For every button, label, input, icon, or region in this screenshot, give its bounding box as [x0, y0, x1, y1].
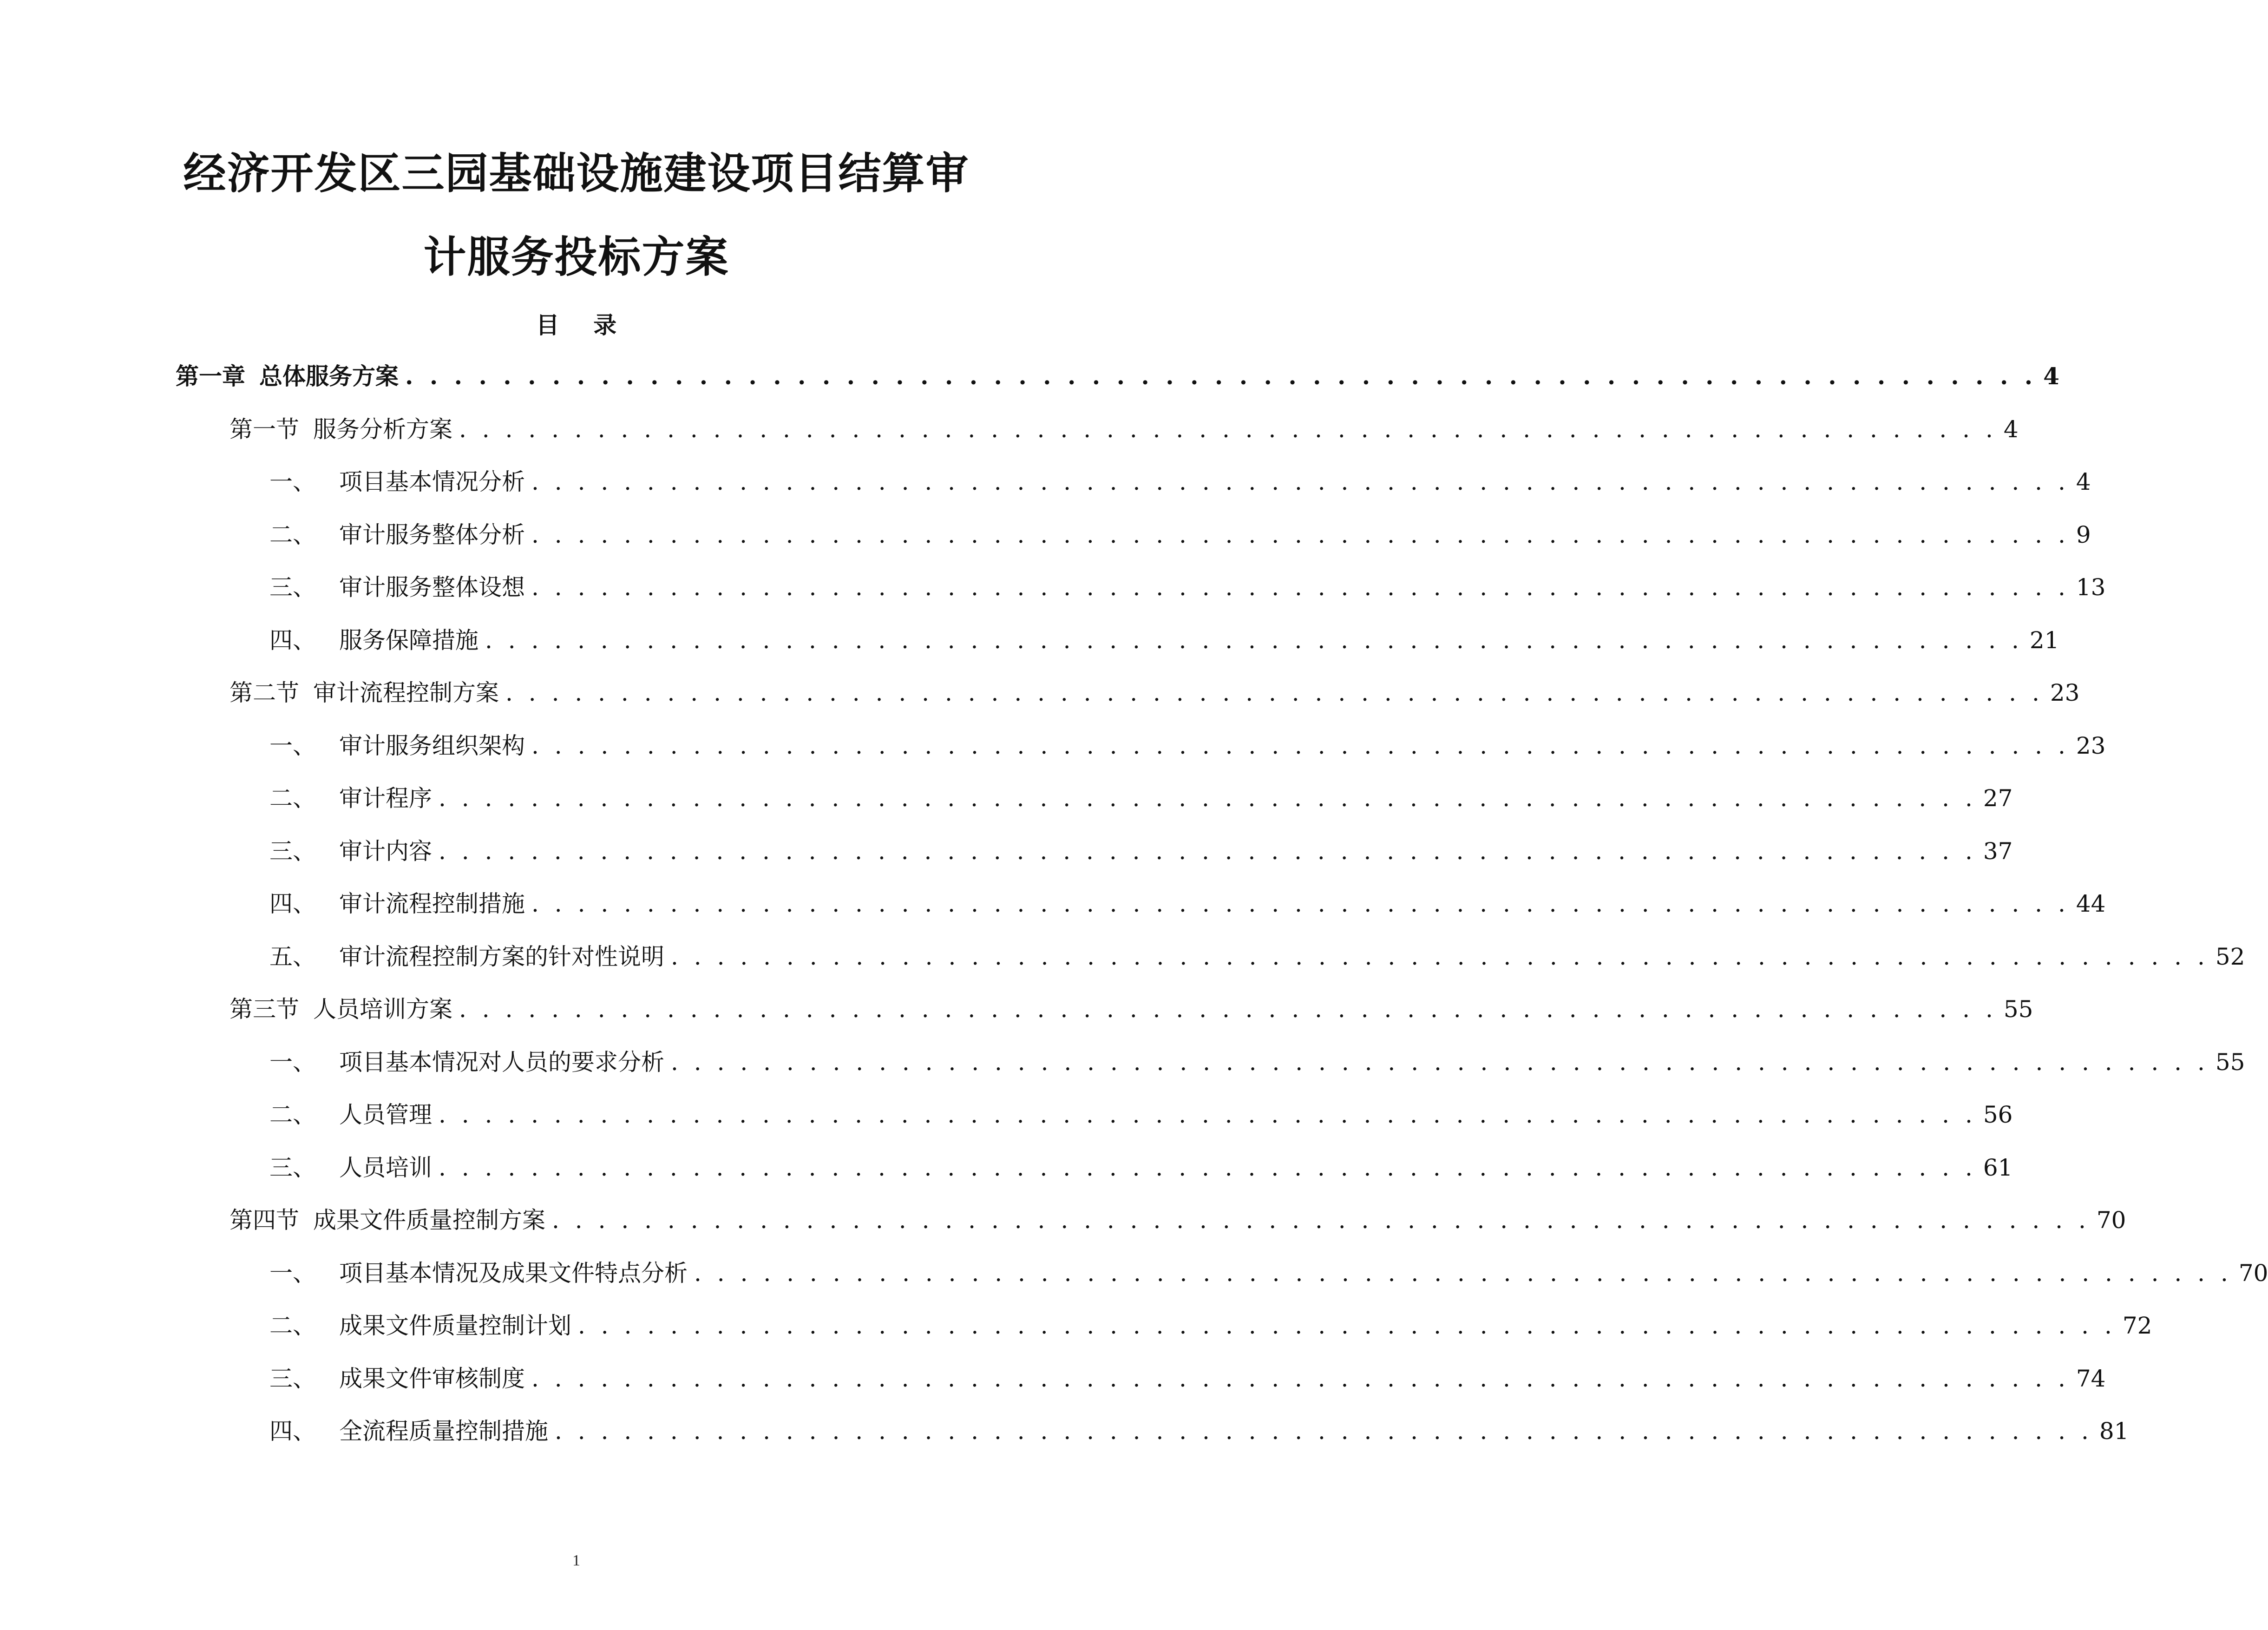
toc-entry-label: 项目基本情况对人员的要求分析 — [339, 1048, 664, 1076]
toc-entry-page: 55 — [2215, 1048, 2245, 1076]
toc-entry-page: 74 — [2076, 1365, 2106, 1392]
toc-entry[interactable] — [269, 1413, 2129, 1450]
toc-entry-number: 一、 — [269, 1048, 316, 1076]
toc-entry-number: 四、 — [269, 626, 316, 654]
toc-dot-leader: . . . . . . . . . . . . . . . . . . . . . . . . . . . . . . . . . . . . . . . . . . . . . . . . . . . . . . . . . . . . . . . . . . . — [578, 1312, 2116, 1339]
toc-entry[interactable] — [269, 569, 2106, 606]
toc-entry-label: 审计程序 — [339, 785, 432, 812]
toc-entry-label: 审计内容 — [339, 837, 432, 865]
toc-entry-page: 81 — [2099, 1418, 2129, 1445]
toc-entry-number: 一、 — [269, 1259, 316, 1287]
toc-entry[interactable] — [269, 1255, 2268, 1292]
toc-entry-number: 三、 — [269, 1154, 316, 1181]
toc-entry-page: 70 — [2238, 1259, 2268, 1287]
toc-dot-leader: . . . . . . . . . . . . . . . . . . . . . . . . . . . . . . . . . . . . . . . . . . . . . . . . . . . . . . . . . . . . . . . . . . . — [439, 1154, 1977, 1181]
toc-dot-leader: . . . . . . . . . . . . . . . . . . . . . . . . . . . . . . . . . . . . . . . . . . . . . . . . . . . . . . . . . . . . . . . . . . . — [531, 574, 2070, 601]
document-title-line-2: 计服务投标方案 — [423, 232, 729, 282]
toc-entry-number: 第二节 — [229, 679, 299, 706]
toc-entry[interactable] — [269, 1149, 2013, 1186]
toc-entry-number: 第四节 — [229, 1207, 299, 1234]
toc-entry-number: 第三节 — [229, 996, 299, 1023]
toc-dot-leader: . . . . . . . . . . . . . . . . . . . . . . . . . . . . . . . . . . . . . . . . . . . . . . . . . . . . . . . . . . . . . . . . . . . — [439, 1101, 1977, 1128]
toc-entry-page: 4 — [2076, 468, 2091, 495]
toc-entry-number: 二、 — [269, 785, 316, 812]
toc-entry-label: 审计流程控制措施 — [339, 890, 525, 917]
toc-dot-leader: . . . . . . . . . . . . . . . . . . . . . . . . . . . . . . . . . . . . . . . . . . . . . . . . . . . . . . . . . . . . . . . . . . . — [694, 1259, 2232, 1287]
toc-entry[interactable] — [269, 516, 2091, 553]
toc-entry-number: 二、 — [269, 521, 316, 548]
toc-entry-page: 23 — [2050, 679, 2080, 706]
toc-entry-label: 服务分析方案 — [313, 415, 452, 443]
toc-entry-number: 二、 — [269, 1312, 316, 1339]
toc-entry[interactable] — [229, 991, 2033, 1028]
toc-entry-label: 成果文件质量控制方案 — [313, 1207, 545, 1234]
toc-dot-leader: . . . . . . . . . . . . . . . . . . . . . . . . . . . . . . . . . . . . . . . . . . . . . . . . . . . . . . . . . . . . . . . . . . . — [531, 1365, 2070, 1392]
toc-entry-label: 全流程质量控制措施 — [339, 1418, 548, 1445]
toc-dot-leader: . . . . . . . . . . . . . . . . . . . . . . . . . . . . . . . . . . . . . . . . . . . . . . . . . . . . . . . . . . . . . . . . . . . — [531, 732, 2070, 759]
toc-dot-leader: . . . . . . . . . . . . . . . . . . . . . . . . . . . . . . . . . . . . . . . . . . . . . . . . . . . . . . . . . . . . . . . . . . . — [552, 1207, 2090, 1234]
toc-entry-page: 52 — [2215, 943, 2245, 970]
toc-entry-label: 成果文件质量控制计划 — [339, 1312, 571, 1339]
toc-entry-page: 13 — [2076, 574, 2106, 601]
toc-entry-page: 9 — [2076, 521, 2091, 548]
toc-entry-page: 23 — [2076, 732, 2106, 759]
toc-entry-page: 56 — [1983, 1101, 2013, 1128]
toc-entry[interactable] — [229, 411, 2019, 448]
toc-dot-leader: . . . . . . . . . . . . . . . . . . . . . . . . . . . . . . . . . . . . . . . . . . . . . . . . . . . . . . . . . . . . . . . . . . . — [505, 679, 2044, 706]
toc-entry-page: 44 — [2076, 890, 2106, 917]
toc-entry-page: 55 — [2003, 996, 2033, 1023]
toc-dot-leader: . . . . . . . . . . . . . . . . . . . . . . . . . . . . . . . . . . . . . . . . . . . . . . . . . . . . . . . . . . . . . . . . . . . — [671, 1048, 2209, 1076]
toc-dot-leader: . . . . . . . . . . . . . . . . . . . . . . . . . . . . . . . . . . . . . . . . . . . . . . . . . . . . . . . . . . . . . . . . . . . — [671, 943, 2209, 970]
toc-entry-number: 四、 — [269, 1418, 316, 1445]
toc-entry-number: 一、 — [269, 468, 316, 495]
toc-entry-page: 4 — [2043, 362, 2059, 390]
toc-entry-page: 72 — [2122, 1312, 2152, 1339]
toc-entry-label: 成果文件审核制度 — [339, 1365, 525, 1392]
toc-entry[interactable] — [229, 1202, 2126, 1239]
toc-entry-number: 二、 — [269, 1101, 316, 1128]
toc-entry-label: 服务保障措施 — [339, 626, 479, 654]
toc-entry[interactable] — [269, 727, 2106, 764]
toc-entry-number: 四、 — [269, 890, 316, 917]
page-number: 1 — [572, 1552, 580, 1569]
toc-dot-leader: . . . . . . . . . . . . . . . . . . . . . . . . . . . . . . . . . . . . . . . . . . . . . . . . . . . . . . . . . . . . . . . . . . . — [555, 1418, 2093, 1445]
toc-entry[interactable] — [269, 833, 2013, 870]
toc-entry[interactable] — [269, 622, 2059, 659]
toc-entry-page: 70 — [2096, 1207, 2126, 1234]
toc-entry-number: 一、 — [269, 732, 316, 759]
toc-entry-label: 项目基本情况分析 — [339, 468, 525, 495]
toc-entry-number: 五、 — [269, 943, 316, 970]
toc-entry-number: 第一章 — [176, 363, 245, 390]
toc-entry-label: 审计流程控制方案的针对性说明 — [339, 943, 664, 970]
toc-entry-label: 人员管理 — [339, 1101, 432, 1128]
toc-entry[interactable] — [269, 1044, 2245, 1081]
document-title-line-1: 经济开发区三园基础设施建设项目结算审 — [183, 149, 970, 198]
toc-entry[interactable] — [269, 780, 2013, 817]
toc-entry-label: 人员培训方案 — [313, 996, 452, 1023]
toc-entry[interactable] — [269, 1360, 2106, 1397]
toc-entry-page: 37 — [1983, 837, 2013, 865]
toc-entry-number: 三、 — [269, 1365, 316, 1392]
toc-entry-page: 21 — [2029, 626, 2059, 654]
toc-entry[interactable] — [269, 1307, 2152, 1344]
toc-entry-page: 4 — [2003, 415, 2019, 443]
toc-entry-label: 审计服务整体分析 — [339, 521, 525, 548]
toc-entry-label: 审计流程控制方案 — [313, 679, 499, 706]
toc-entry-number: 三、 — [269, 574, 316, 601]
toc-entry[interactable] — [176, 358, 2059, 395]
toc-dot-leader: . . . . . . . . . . . . . . . . . . . . . . . . . . . . . . . . . . . . . . . . . . . . . . . . . . . . . . . . . . . . . . . . . . . — [531, 521, 2070, 548]
toc-heading: 目 录 — [536, 312, 630, 339]
toc-entry-label: 审计服务整体设想 — [339, 574, 525, 601]
toc-entry[interactable] — [269, 885, 2106, 922]
toc-entry-number: 第一节 — [229, 415, 299, 443]
toc-entry[interactable] — [269, 1096, 2013, 1133]
toc-dot-leader: . . . . . . . . . . . . . . . . . . . . . . . . . . . . . . . . . . . . . . . . . . . . . . . . . . . . . . . . . . . . . . . . . . . — [531, 890, 2070, 917]
toc-dot-leader: . . . . . . . . . . . . . . . . . . . . . . . . . . . . . . . . . . . . . . . . . . . . . . . . . . . . . . . . . . . . . . . . . . . — [531, 468, 2070, 495]
toc-entry-label: 人员培训 — [339, 1154, 432, 1181]
toc-dot-leader: . . . . . . . . . . . . . . . . . . . . . . . . . . . . . . . . . . . . . . . . . . . . . . . . . . . . . . . . . . . . . . . . . . . — [459, 996, 1997, 1023]
toc-entry-page: 61 — [1983, 1154, 2013, 1181]
toc-entry-number: 三、 — [269, 837, 316, 865]
toc-entry-label: 项目基本情况及成果文件特点分析 — [339, 1259, 688, 1287]
toc-dot-leader: . . . . . . . . . . . . . . . . . . . . . . . . . . . . . . . . . . . . . . . . . . . . . . . . . . . . . . . . . . . . . . . . . . . — [485, 626, 2023, 654]
toc-entry[interactable] — [269, 463, 2091, 500]
toc-entry-label: 总体服务方案 — [259, 363, 399, 390]
toc-dot-leader: . . . . . . . . . . . . . . . . . . . . . . . . . . . . . . . . . . . . . . . . . . . . . . . . . . . . . . . . . . . . . . . . . . . — [405, 362, 2037, 390]
toc-entry-page: 27 — [1983, 785, 2013, 812]
toc-entry-label: 审计服务组织架构 — [339, 732, 525, 759]
toc-entry[interactable] — [229, 674, 2080, 711]
toc-entry[interactable] — [269, 938, 2245, 975]
toc-dot-leader: . . . . . . . . . . . . . . . . . . . . . . . . . . . . . . . . . . . . . . . . . . . . . . . . . . . . . . . . . . . . . . . . . . . — [459, 415, 1997, 443]
toc-dot-leader: . . . . . . . . . . . . . . . . . . . . . . . . . . . . . . . . . . . . . . . . . . . . . . . . . . . . . . . . . . . . . . . . . . . — [439, 837, 1977, 865]
toc-dot-leader: . . . . . . . . . . . . . . . . . . . . . . . . . . . . . . . . . . . . . . . . . . . . . . . . . . . . . . . . . . . . . . . . . . . — [439, 785, 1977, 812]
